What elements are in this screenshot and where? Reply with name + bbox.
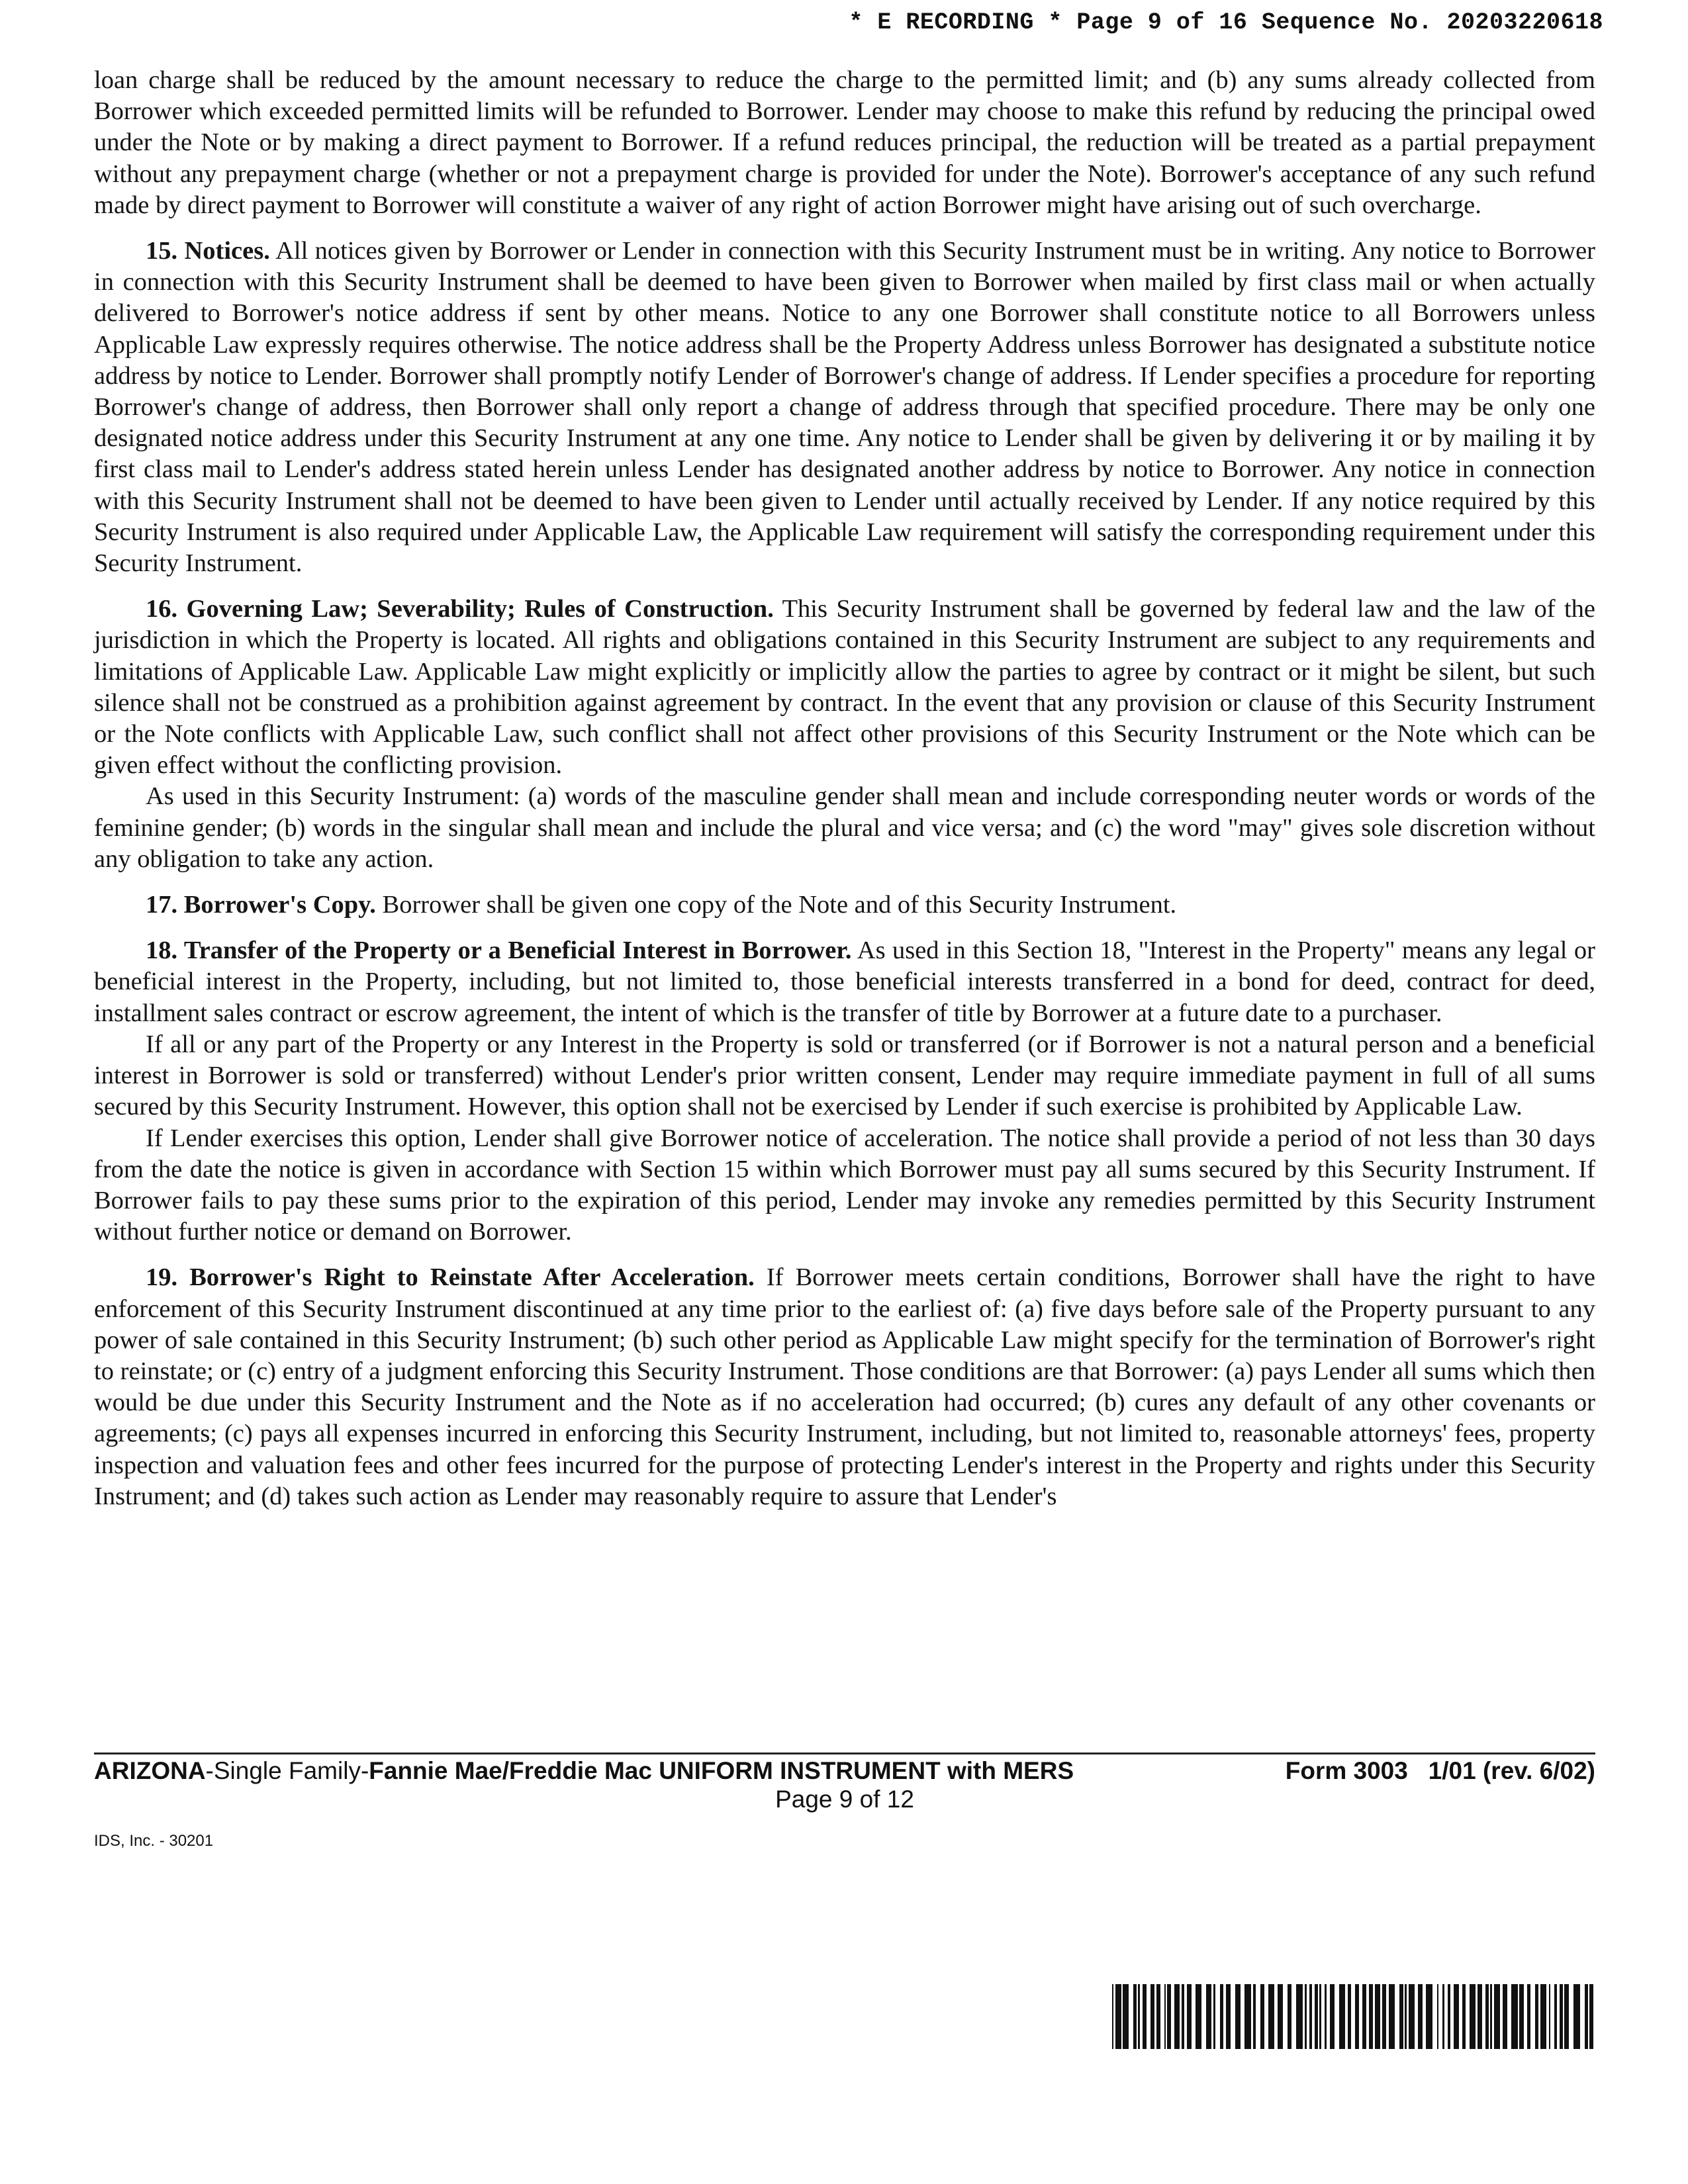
barcode-bar — [1339, 1984, 1345, 2049]
barcode-bar — [1485, 1984, 1489, 2049]
barcode-bar — [1454, 1984, 1459, 2049]
barcode-bar — [1535, 1984, 1538, 2049]
footer-instrument: Fannie Mae/Freddie Mac UNIFORM INSTRUMENT with MERS — [369, 1757, 1074, 1784]
section-18-transfer — [94, 935, 1595, 1029]
barcode-bar — [1540, 1984, 1546, 2049]
footer-form-number: Form 3003 1/01 (rev. 6/02) — [1285, 1757, 1595, 1784]
section-heading: 17. Borrower's Copy. — [146, 891, 376, 919]
barcode-bar — [1405, 1984, 1407, 2049]
barcode-bar — [1330, 1984, 1335, 2049]
barcode-bar — [1355, 1984, 1359, 2049]
barcode-bar — [1156, 1984, 1160, 2049]
barcode-bar — [1309, 1984, 1312, 2049]
barcode-bar — [1437, 1984, 1438, 2049]
barcode-bar — [1490, 1984, 1492, 2049]
barcode-bar — [1442, 1984, 1444, 2049]
barcode-bar — [1375, 1984, 1380, 2049]
barcode-bar — [1296, 1984, 1303, 2049]
barcode-bar — [1196, 1984, 1201, 2049]
barcode-bar — [1369, 1984, 1373, 2049]
section-text: If Borrower meets certain conditions, Borrower shall have the right to have enforcement of this Security Instrument discontinued at any time prior to the earliest of: (a) five days before sale of the Property pursuant to any power of sale contained in this Security Instrument; (b) such other period as Applicable Law might specify for the termination of Borrower's right to reinstate; or (c) entry of a judgment enforcing this Security Instrument. Those conditions are that Borrower: (a) pays Lender all sums which then would be due under this Security Instrument and the Note as if no acceleration had occurred; (b) cures any default of any other covenants or agreements; (c) pays all expenses incurred in enforcing this Security Instrument, including, but not limited to, reasonable attorneys' fees, property inspection and valuation fees and other fees incurred for the purpose of protecting Lender's interest in the Property and rights under this Security Instrument; and (d) takes such action as Lender may reasonably require to assure that Lender's — [94, 1263, 1595, 1510]
barcode-bar — [1560, 1984, 1563, 2049]
barcode-bar — [1426, 1984, 1432, 2049]
footer-divider — [94, 1752, 1595, 1754]
barcode-bar — [1244, 1984, 1251, 2049]
barcode-bar — [1470, 1984, 1476, 2049]
recording-header: * E RECORDING * Page 9 of 16 Sequence No. 20203220618 — [849, 9, 1603, 36]
barcode-bar — [1123, 1984, 1129, 2049]
barcode-bar — [1115, 1984, 1121, 2049]
section-heading: 19. Borrower's Right to Reinstate After Acceleration. — [146, 1263, 755, 1292]
barcode-bar — [1164, 1984, 1166, 2049]
barcode-bar — [1382, 1984, 1386, 2049]
barcode-bar — [1389, 1984, 1395, 2049]
barcode-bar — [1519, 1984, 1524, 2049]
section-17-borrowers-copy — [94, 889, 1595, 921]
barcode-bar — [1150, 1984, 1154, 2049]
section-16-construction-paragraph: As used in this Security Instrument: (a) words of the masculine gender shall mean and include corresponding neuter words or words of the feminine gender; (b) words in the singular shall mean and include the plural and vice versa; and (c) the word "may" gives sole discretion without any obligation to take any action. — [94, 782, 1595, 873]
footer-page-number: Page 9 of 12 — [775, 1786, 914, 1813]
barcode-bar — [1174, 1984, 1180, 2049]
barcode-bar — [1220, 1984, 1223, 2049]
section-16-governing-law — [94, 594, 1595, 781]
document-body — [94, 65, 1595, 1512]
section-heading: 18. Transfer of the Property or a Beneficial Interest in Borrower. — [146, 936, 852, 965]
footer-vendor-code: IDS, Inc. - 30201 — [94, 1832, 214, 1850]
barcode-bar — [1418, 1984, 1423, 2049]
barcode-bar — [1564, 1984, 1569, 2049]
barcode-bar — [1348, 1984, 1351, 2049]
barcode-bar — [1549, 1984, 1550, 2049]
section-15-notices — [94, 236, 1595, 579]
barcode-bar — [1362, 1984, 1366, 2049]
section-heading: 16. Governing Law; Severability; Rules of Construction. — [146, 595, 774, 623]
barcode-bar — [1585, 1984, 1588, 2049]
section-text: As used in this Section 18, "Interest in the Property" means any legal or beneficial interest in the Property, including, but not limited to, those beneficial interests transferred in a bond for deed, contract for deed, installment sales contract or escrow agreement, the intent of which is the transfer of title by Borrower at a future date to a purchaser. — [94, 936, 1595, 1027]
barcode-bar — [1527, 1984, 1530, 2049]
barcode-bar — [1112, 1984, 1113, 2049]
section-heading: 15. Notices. — [146, 237, 270, 265]
barcode-bar — [1235, 1984, 1241, 2049]
barcode-bar — [1494, 1984, 1500, 2049]
barcode-bar — [1409, 1984, 1415, 2049]
barcode-bar — [1399, 1984, 1403, 2049]
footer-family: -Single Family- — [205, 1757, 369, 1784]
barcode-bar — [1315, 1984, 1318, 2049]
section-text: This Security Instrument shall be governed by federal law and the law of the jurisdiction in which the Property is located. All rights and obligations contained in this Security Instrument are subject to any requirements and limitations of Applicable Law. Applicable Law might explicitly or implicitly allow the parties to agree by contract or it might be silent, but such silence shall not be construed as a prohibition against agreement by contract. In the event that any provision or clause of this Security Instrument or the Note conflicts with Applicable Law, such conflict shall not affect other provisions of this Security Instrument or the Note which can be given effect without the conflicting provision. — [94, 595, 1595, 780]
barcode-bar — [1503, 1984, 1507, 2049]
barcode-bar — [1187, 1984, 1192, 2049]
barcode-bar — [1554, 1984, 1557, 2049]
barcode-bar — [1143, 1984, 1147, 2049]
barcode-bar — [1167, 1984, 1171, 2049]
section-18-paragraph-3: If Lender exercises this option, Lender shall give Borrower notice of acceleration. The notice shall provide a period of not less than 30 days from the date the notice is given in accordance with Section 15 within which Borrower must pay all sums secured by this Security Instrument. If Borrower fails to pay these sums prior to the expiration of this period, Lender may invoke any remedies permitted by this Security Instrument without further notice or demand on Borrower. — [94, 1124, 1595, 1246]
section-text: Borrower shall be given one copy of the Note and of this Security Instrument. — [375, 891, 1177, 919]
barcode-bar — [1213, 1984, 1215, 2049]
section-text: All notices given by Borrower or Lender in connection with this Security Instrument must be in writing. Any notice to Borrower in connection with this Security Instrument shall be deemed to have been given to Borrower when mailed by first class mail or when actually delivered to Borrower's notice address if sent by other means. Notice to any one Borrower shall constitute notice to all Borrowers unless Applicable Law expressly requires otherwise. The notice address shall be the Property Address unless Borrower has designated a substitute notice address by notice to Lender. Borrower shall promptly notify Lender of Borrower's change of address. If Lender specifies a procedure for reporting Borrower's change of address, then Borrower shall only report a change of address through that specified procedure. There may be only one designated notice address under this Security Instrument at any one time. Any notice to Lender shall be given by delivering it or by mailing it by first class mail to Lender's address stated herein unless Lender has designated another address by notice to Borrower. Any notice in connection with this Security Instrument shall not be deemed to have been given to Lender until actually received by Lender. If any notice required by this Security Instrument is also required under Applicable Law, the Applicable Law requirement will satisfy the corresponding requirement under this Security Instrument. — [94, 237, 1595, 578]
barcode-bar — [1319, 1984, 1321, 2049]
barcode — [1112, 1984, 1595, 2049]
section-18-paragraph-2: If all or any part of the Property or any Interest in the Property is sold or transferred (or if Borrower is not a natural person and a beneficial interest in Borrower is sold or transferred) without Lender's prior written consent, Lender may require immediate payment in full of all sums secured by this Security Instrument. However, this option shall not be exercised by Lender if such exercise is prohibited by Applicable Law. — [94, 1030, 1595, 1121]
footer-state: ARIZONA — [94, 1757, 206, 1784]
barcode-bar — [1133, 1984, 1137, 2049]
barcode-bar — [1573, 1984, 1580, 2049]
footer-form-title — [94, 1756, 1074, 1786]
barcode-bar — [1462, 1984, 1466, 2049]
barcode-bar — [1206, 1984, 1211, 2049]
barcode-bar — [1278, 1984, 1283, 2049]
footer-form-line — [94, 1756, 1595, 1786]
section-19-reinstate — [94, 1262, 1595, 1512]
barcode-bar — [1448, 1984, 1450, 2049]
barcode-bar — [1288, 1984, 1291, 2049]
barcode-bar — [1260, 1984, 1264, 2049]
barcode-bar — [1477, 1984, 1482, 2049]
barcode-bar — [1268, 1984, 1274, 2049]
barcode-bar — [1325, 1984, 1327, 2049]
barcode-bar — [1226, 1984, 1231, 2049]
continuation-paragraph: loan charge shall be reduced by the amount necessary to reduce the charge to the permitted limit; and (b) any sums already collected from Borrower which exceeded permitted limits will be refunded to Borrower. Lender may choose to make this refund by reducing the principal owed under the Note or by making a direct payment to Borrower. If a refund reduces principal, the reduction will be treated as a partial prepayment without any prepayment charge (whether or not a prepayment charge is provided for under the Note). Borrower's acceptance of any such refund made by direct payment to Borrower will constitute a waiver of any right of action Borrower might have arising out of such overcharge. — [94, 66, 1595, 219]
barcode-bar — [1253, 1984, 1256, 2049]
barcode-bar — [1305, 1984, 1307, 2049]
barcode-bar — [1511, 1984, 1518, 2049]
barcode-bar — [1589, 1984, 1593, 2049]
barcode-bar — [1182, 1984, 1184, 2049]
barcode-bar — [1138, 1984, 1140, 2049]
